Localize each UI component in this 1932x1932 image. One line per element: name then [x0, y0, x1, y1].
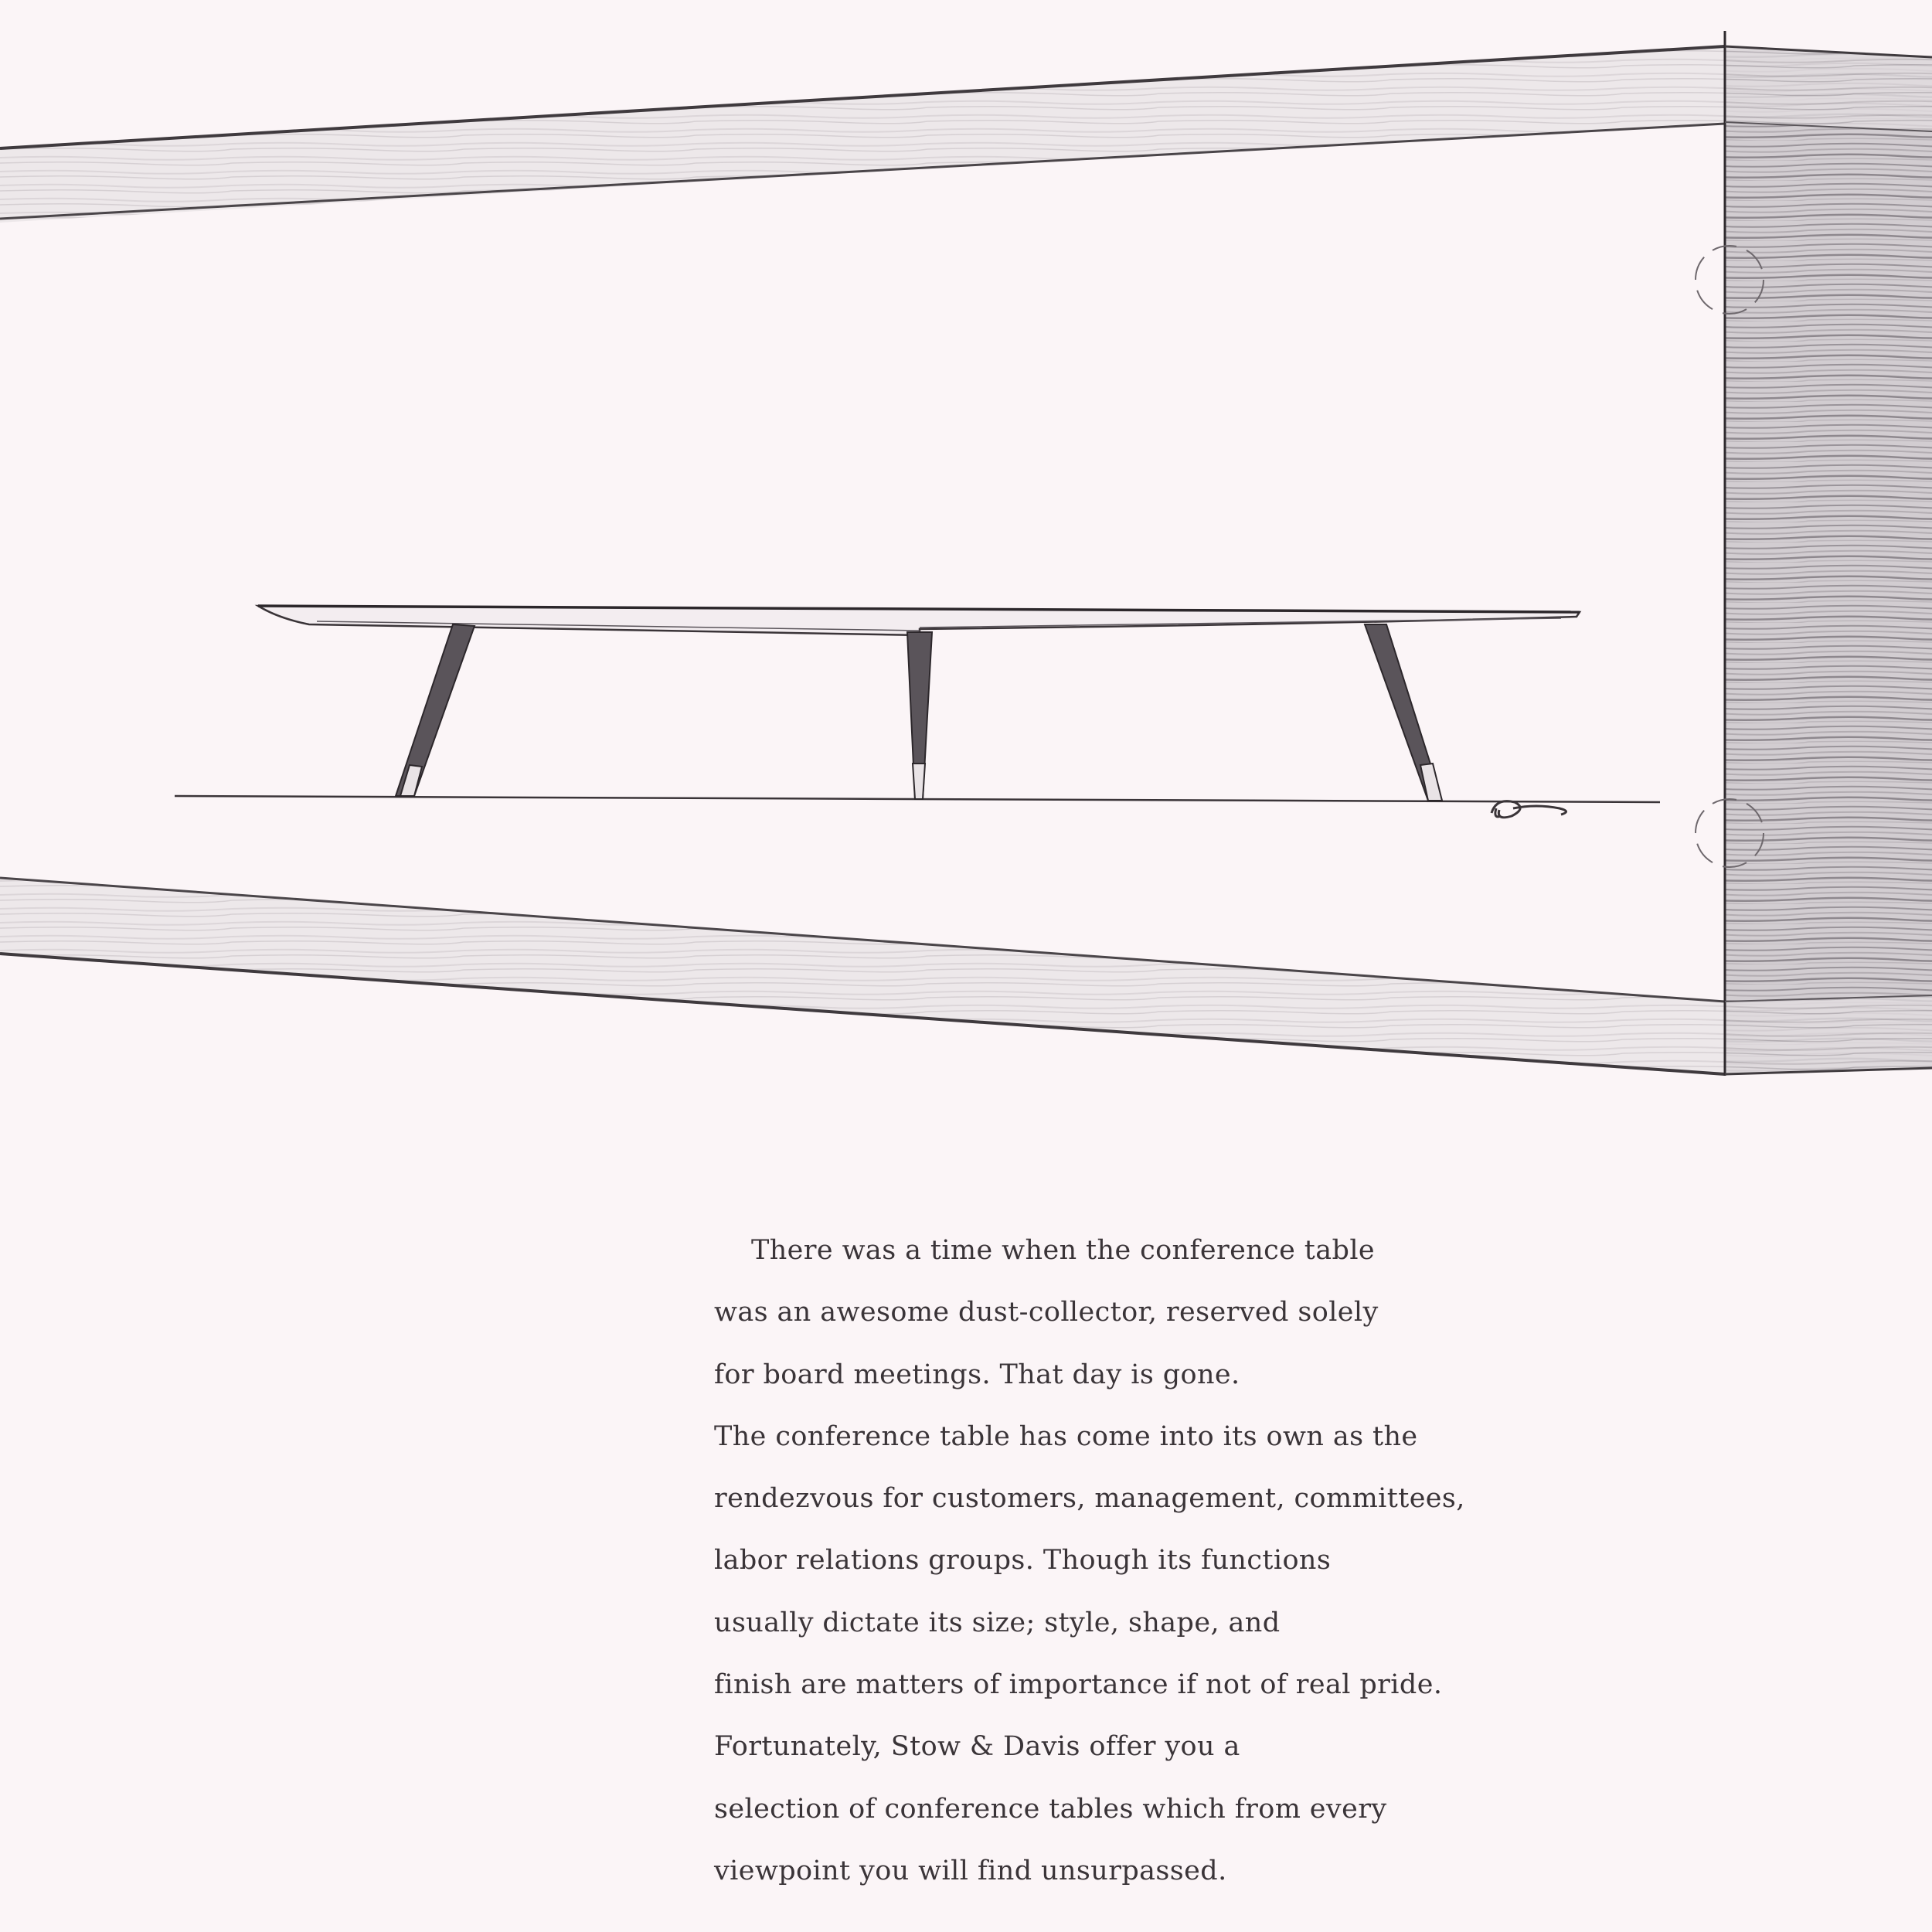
body-line: viewpoint you will find unsurpassed. [714, 1855, 1227, 1886]
body-line: usually dictate its size; style, shape, and [714, 1607, 1281, 1638]
body-line: finish are matters of importance if not of real pride. [714, 1669, 1443, 1701]
body-copy [714, 1219, 1564, 1902]
body-line: was an awesome dust-collector, reserved solely [714, 1297, 1379, 1328]
conference-table [258, 606, 1580, 801]
body-line: rendezvous for customers, management, committees, [714, 1483, 1465, 1515]
body-line: selection of conference tables which from every [714, 1793, 1387, 1825]
top-frame-board [0, 46, 1725, 223]
artist-signature [1492, 801, 1566, 818]
body-line: for board meetings. That day is gone. [714, 1359, 1240, 1390]
body-line: Fortunately, Stow & Davis offer you a [714, 1731, 1240, 1763]
body-line: The conference table has come into its own as the [714, 1420, 1418, 1452]
body-line: labor relations groups. Though its functions [714, 1545, 1332, 1577]
body-line: There was a time when the conference table [751, 1235, 1376, 1266]
bottom-frame-board [0, 878, 1725, 1076]
right-frame-end-block [1696, 31, 1932, 1076]
